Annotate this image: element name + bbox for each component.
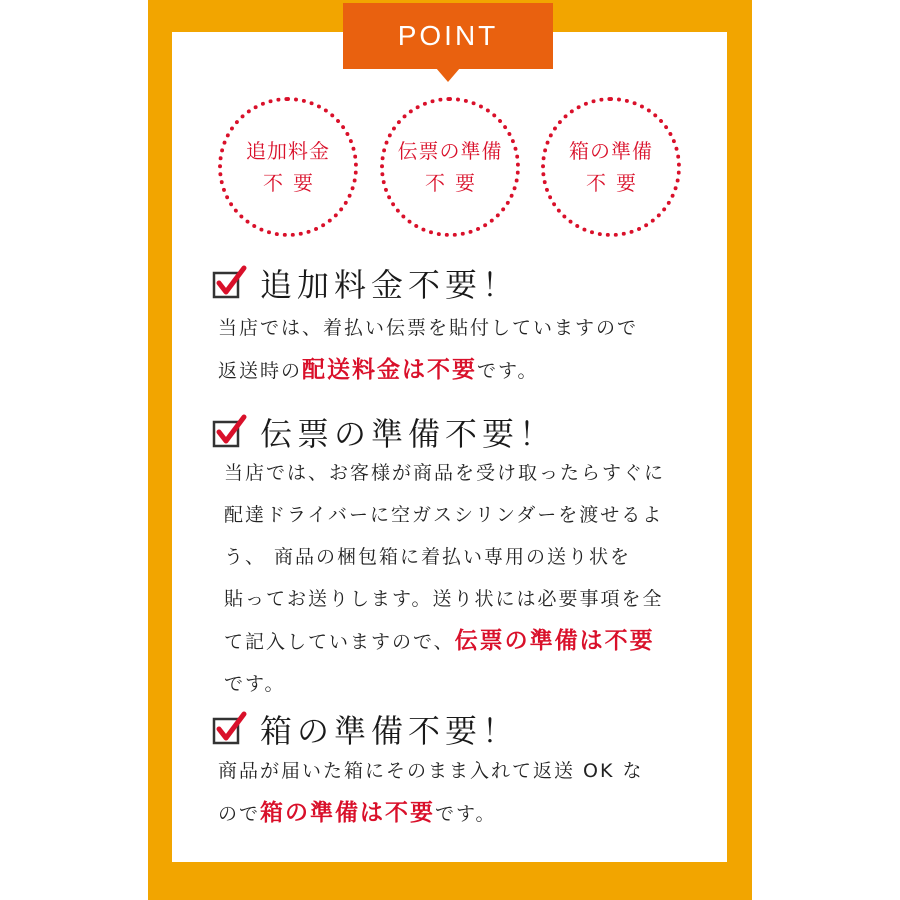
body-line [218,349,638,392]
checkbox-icon [212,265,248,301]
body-line [218,792,644,835]
body-line [224,620,665,663]
checkbox-icon [212,414,248,450]
emphasis-text: 配送料金は不要 [302,357,478,383]
section-body-slip [224,452,665,705]
body-line: 配達ドライバーに空ガスシリンダーを渡せるよ [224,504,664,526]
heading-text: 追加料金不要！ [260,266,520,304]
emphasis-text: 箱の準備は不要 [260,800,436,826]
checkbox-icon [212,711,248,747]
badge-line: 追加料金 [246,139,330,163]
point-tab: POINT [343,3,553,69]
body-text: です。 [477,360,539,382]
body-line: です。 [224,673,286,695]
section-body-extra-fee [218,307,638,392]
body-text: て記入していますので、 [224,631,455,653]
body-line: 貼ってお送りします。送り状には必要事項を全 [224,588,664,610]
body-line: 当店では、お客様が商品を受け取ったらすぐに [224,462,666,484]
badge-extra-fee [218,97,358,237]
badge-line: 箱の準備 [569,139,653,163]
body-text: 返送時の [218,360,303,382]
section-heading-slip [212,409,556,455]
body-text: です。 [435,803,497,825]
body-line: 当店では、着払い伝票を貼付していますので [218,317,639,339]
badge-line: 不要 [263,171,323,195]
body-line: う、 商品の梱包箱に着払い専用の送り状を [224,546,632,568]
body-text: ので [218,803,261,825]
badge-line: 伝票の準備 [397,139,503,163]
emphasis-text: 伝票の準備は不要 [454,628,655,654]
section-heading-box [212,706,519,752]
body-line: 商品が届いた箱にそのまま入れて返送 OK な [218,760,644,782]
badge-box [541,97,681,237]
section-heading-extra-fee [212,260,519,306]
badge-slip [380,97,520,237]
badge-line: 不要 [586,171,646,195]
heading-text: 伝票の準備不要！ [260,415,557,453]
heading-text: 箱の準備不要！ [260,712,520,750]
section-body-box [218,750,644,835]
badge-line: 不要 [425,171,485,195]
point-tab-pointer [436,68,460,82]
